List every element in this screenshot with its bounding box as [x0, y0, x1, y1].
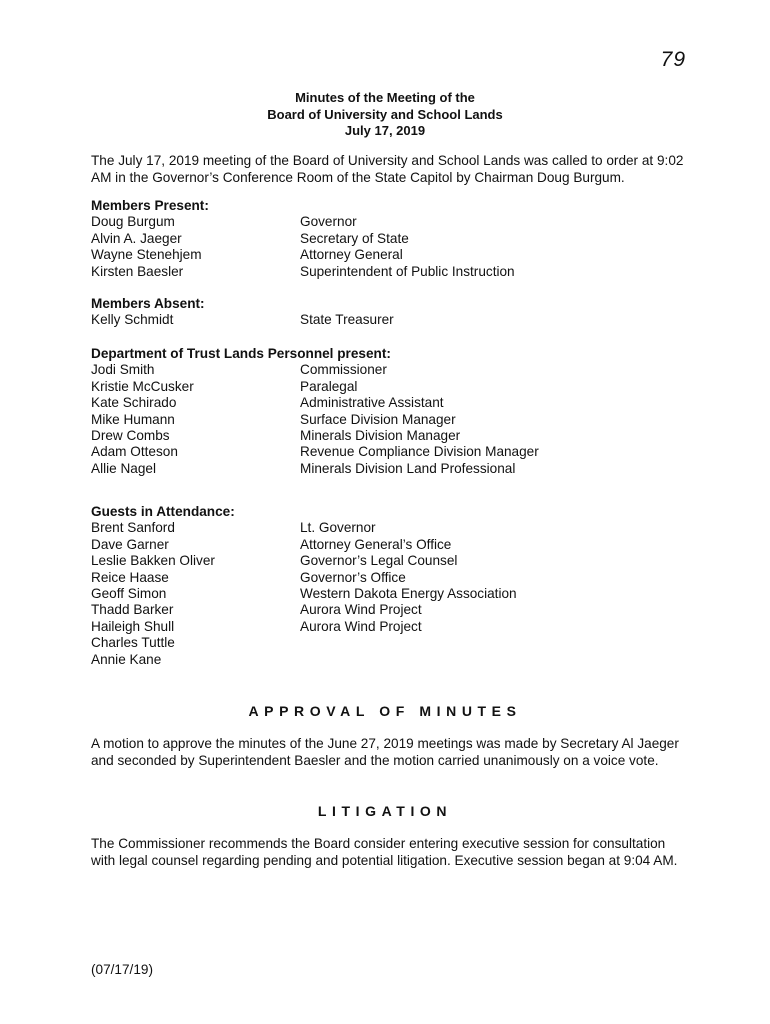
person-name: Drew Combs [91, 427, 170, 443]
person-name: Kristie McCusker [91, 378, 194, 394]
person-role: Western Dakota Energy Association [300, 585, 517, 601]
person-role: Revenue Compliance Division Manager [300, 444, 539, 460]
members-absent-section [91, 296, 691, 329]
personnel-heading: Department of Trust Lands Personnel present: [91, 346, 391, 361]
person-name: Geoff Simon [91, 585, 167, 601]
approval-heading: APPROVAL OF MINUTES [248, 703, 522, 719]
person-role: Minerals Division Manager [300, 427, 461, 443]
person-name: Alvin A. Jaeger [91, 230, 182, 246]
roster-row [91, 520, 691, 536]
person-name: Dave Garner [91, 536, 169, 552]
roster-row [91, 362, 691, 378]
person-role: Superintendent of Public Instruction [300, 263, 515, 279]
page-number: 79 [660, 48, 686, 71]
roster-row [91, 553, 691, 569]
person-role: Minerals Division Land Professional [300, 460, 516, 476]
person-role: Aurora Wind Project [300, 602, 422, 618]
person-role: Governor’s Legal Counsel [300, 553, 458, 569]
title-line-2: Board of University and School Lands [267, 106, 503, 122]
person-role [300, 652, 691, 668]
person-name: Reice Haase [91, 569, 169, 585]
person-name: Haileigh Shull [91, 618, 175, 634]
roster-row [91, 444, 691, 460]
roster-row [91, 619, 691, 635]
roster-row [91, 635, 691, 651]
intro-paragraph: The July 17, 2019 meeting of the Board of University and School Lands was called to order at 9:02 AM in the Governor’s Conference Room of the State Capitol by Chairman Doug Burgum. [91, 153, 684, 185]
roster-row [91, 231, 691, 247]
title-line-3: July 17, 2019 [344, 123, 426, 138]
roster-row [91, 570, 691, 586]
person-name: Kelly Schmidt [91, 312, 174, 328]
title-line-1: Minutes of the Meeting of the [295, 90, 475, 105]
person-name: Mike Humann [91, 411, 175, 427]
person-name: Kirsten Baesler [91, 263, 184, 279]
approval-paragraph: A motion to approve the minutes of the June 27, 2019 meetings was made by Secretary Al Jaeger and seconded by Superintendent Baesler and the motion carried unanimously on a voice vote. [91, 736, 679, 768]
roster-row [91, 461, 691, 477]
roster-row [91, 586, 691, 602]
members-present-section [91, 198, 691, 280]
person-name: Thadd Barker [91, 602, 174, 618]
footer-date: (07/17/19) [91, 962, 153, 977]
roster-row [91, 537, 691, 553]
person-name: Doug Burgum [91, 214, 175, 230]
person-role: Secretary of State [300, 230, 409, 246]
roster-row [91, 379, 691, 395]
person-name: Adam Otteson [91, 444, 178, 460]
litigation-heading: LITIGATION [317, 803, 453, 819]
person-name: Annie Kane [91, 651, 162, 667]
person-role: Governor [300, 214, 357, 230]
person-role: Attorney General [300, 247, 403, 263]
person-role: Administrative Assistant [300, 395, 444, 411]
person-role: Attorney General’s Office [300, 536, 452, 552]
person-role: Aurora Wind Project [300, 618, 422, 634]
members-present-heading: Members Present: [91, 198, 209, 213]
roster-row [91, 247, 691, 263]
members-absent-heading: Members Absent: [91, 296, 205, 311]
litigation-paragraph: The Commissioner recommends the Board consider entering executive session for consultation with legal counsel regarding pending and potential litigation. Executive session began at 9:04 AM. [91, 836, 678, 868]
person-role: Governor’s Office [300, 569, 406, 585]
roster-row [91, 412, 691, 428]
person-role: Commissioner [300, 362, 387, 378]
person-name: Kate Schirado [91, 395, 177, 411]
person-name: Jodi Smith [91, 362, 155, 378]
person-name: Charles Tuttle [91, 635, 175, 651]
person-name: Brent Sanford [91, 520, 175, 536]
roster-row [91, 395, 691, 411]
document-title [0, 90, 770, 140]
guests-heading: Guests in Attendance: [91, 504, 235, 519]
person-name: Wayne Stenehjem [91, 247, 202, 263]
person-role: State Treasurer [300, 312, 394, 328]
person-role: Paralegal [300, 378, 358, 394]
person-role: Lt. Governor [300, 520, 376, 536]
roster-row [91, 214, 691, 230]
roster-row [91, 428, 691, 444]
person-role: Surface Division Manager [300, 411, 456, 427]
roster-row [91, 312, 691, 328]
roster-row [91, 264, 691, 280]
person-name: Leslie Bakken Oliver [91, 553, 215, 569]
person-name: Allie Nagel [91, 460, 156, 476]
guests-section [91, 504, 691, 668]
personnel-section [91, 346, 691, 477]
person-role [300, 635, 691, 651]
roster-row [91, 602, 691, 618]
roster-row [91, 652, 691, 668]
